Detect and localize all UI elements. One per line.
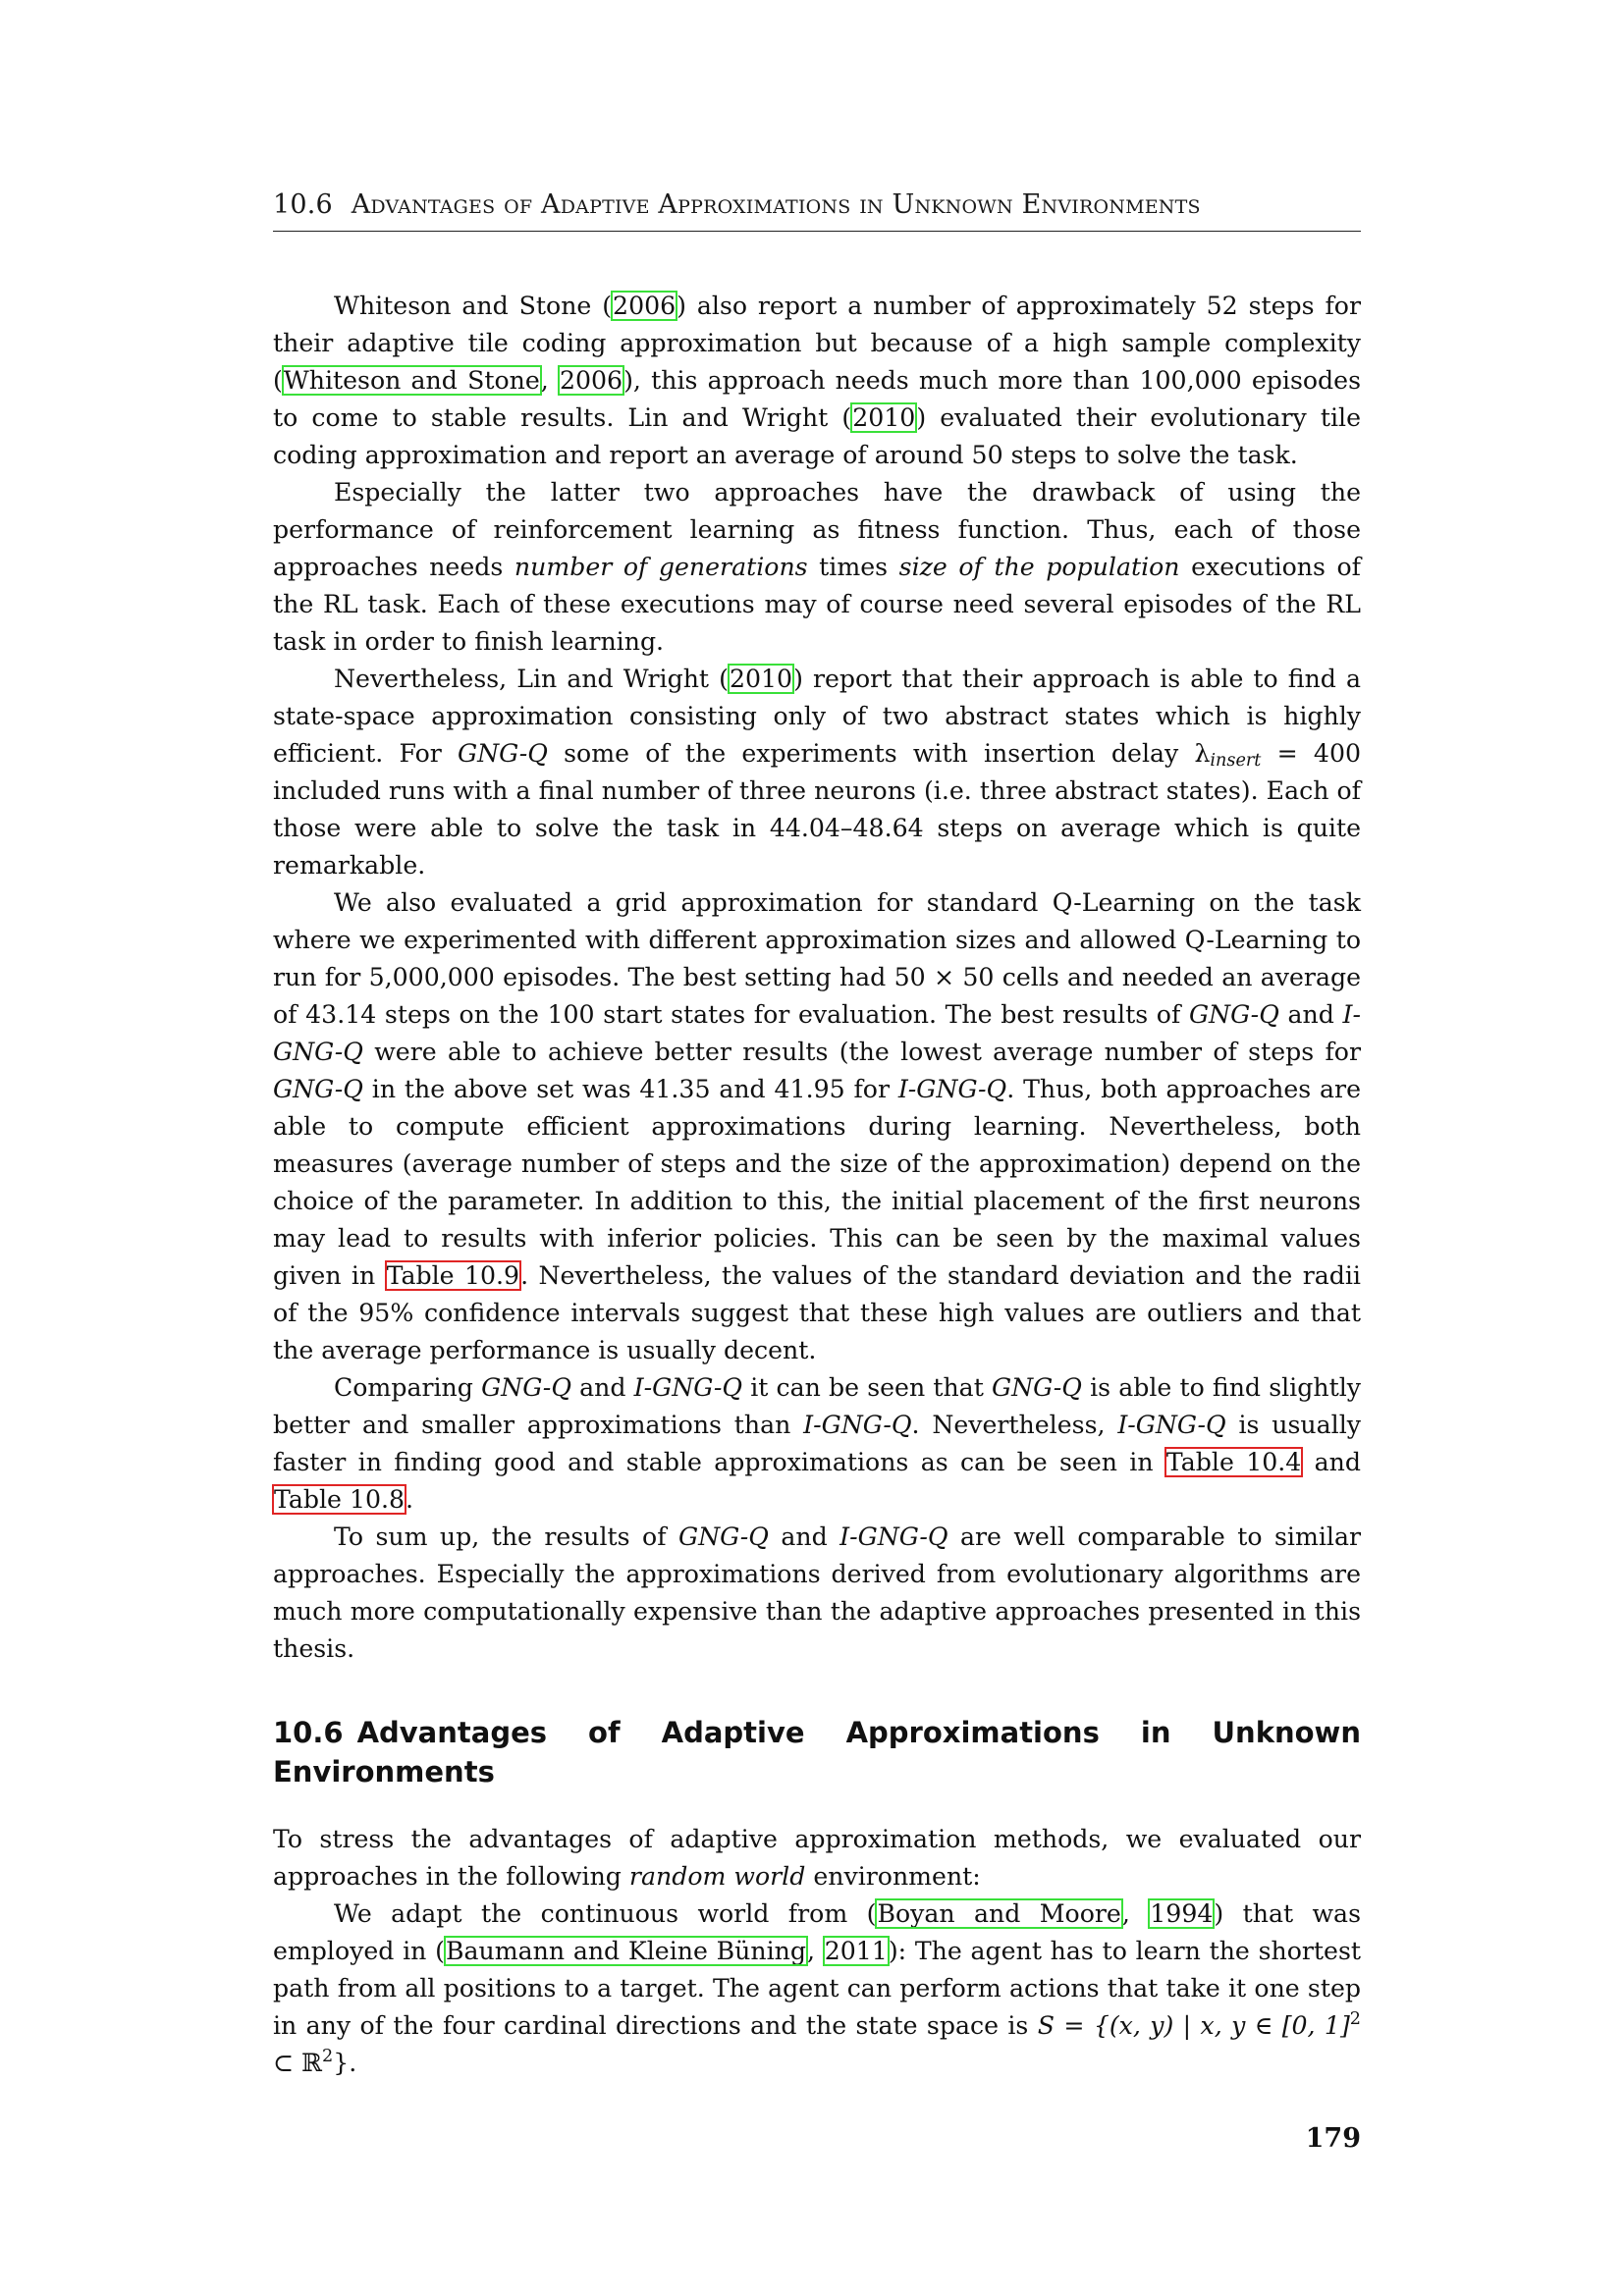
paragraph [273,1519,1361,1668]
body-text [273,288,1361,2082]
citation-link[interactable]: 2010 [729,665,793,693]
text-run: is usually faster in finding good and stable approximations as can be seen in [273,1411,1361,1476]
text-run: . [406,1485,414,1514]
text-run: , [806,1937,824,1965]
text-run: it can be seen that [742,1373,992,1402]
paragraph [273,1896,1361,2082]
emphasis: size of the population [898,553,1180,581]
citation-link[interactable]: 2011 [824,1937,888,1965]
paragraph [273,1821,1361,1896]
page-number: 179 [1305,2123,1361,2154]
emphasis: GNG-Q [677,1522,769,1551]
text-run: . Thus, both approaches are able to compute efficient approximations during learning. Nevertheless, both measures (average number of steps and the size of the approximation) depend on the choice of the parameter. In addition to this, the initial placement of the first neurons may lead to results with inferior policies. This can be seen by the maximal values given in [273,1075,1361,1290]
emphasis: GNG-Q [457,739,548,768]
text-run: Whiteson and Stone ( [334,292,613,320]
citation-link[interactable]: Baumann and Kleine Büning [445,1937,806,1965]
paragraph [273,288,1361,474]
emphasis: GNG-Q [273,1075,363,1103]
text-run: , [1121,1899,1150,1928]
citation-link[interactable]: 1994 [1150,1899,1214,1928]
math-expression: S = {(x, y) | x, y ∈ [0, 1] [1037,2011,1350,2040]
running-head-title: Advantages of Adaptive Approximations in Unknown Environments [351,189,1201,220]
paragraph [273,474,1361,661]
section-number: 10.6 [273,1716,344,1749]
running-head-number: 10.6 [273,189,333,220]
text-run: ) that was employed in ( [273,1899,1361,1965]
citation-link[interactable]: Boyan and Moore [877,1899,1121,1928]
text-run: some of the experiments with insertion delay λ [547,739,1211,768]
math-subscript: insert [1210,751,1262,771]
section-heading [273,1713,1361,1791]
paragraph [273,884,1361,1369]
text-run: ) report that their approach is able to find a state-space approximation consisting only of two abstract states which is highly efficient. For [273,665,1361,768]
text-run: in the above set was 41.35 and 41.95 for [362,1075,898,1103]
text-run: = 400 included runs with a final number of three neurons (i.e. three abstract states). Each of those were able to solve the task in 44.04–48.64 steps on average which is quite remarkable. [273,739,1361,880]
text-run: Especially the latter two approaches have the drawback of using the performance of reinforcement learning as fitness function. Thus, each of those approaches needs [273,478,1361,581]
text-run: ) also report a number of approximately 52 steps for their adaptive tile coding approximation but because of a high sample complexity ( [273,292,1361,395]
text-run: times [807,553,899,581]
emphasis: I-GNG-Q [839,1522,948,1551]
text-run: We adapt the continuous world from ( [334,1899,877,1928]
text-run: and [1302,1448,1361,1476]
emphasis: I-GNG-Q [897,1075,1007,1103]
citation-link[interactable]: 2006 [559,366,623,395]
emphasis: I-GNG-Q [633,1373,743,1402]
text-run: and [1278,1000,1343,1029]
citation-link[interactable]: 2006 [613,292,677,320]
math-superscript: 2 [1349,2009,1361,2029]
text-run: To sum up, the results of [334,1522,678,1551]
math-expression: ⊂ ℝ [273,2049,323,2077]
math-expression: }. [333,2049,357,2077]
paragraph [273,1369,1361,1519]
text-run: and [768,1522,840,1551]
text-run: ) evaluated their evolutionary tile coding approximation and report an average of around 50 steps to solve the task. [273,403,1361,469]
emphasis: GNG-Q [991,1373,1082,1402]
section-title: Advantages of Adaptive Approximations in Unknown Environments [273,1716,1361,1789]
text-run: We also evaluated a grid approximation for standard Q-Learning on the task where we experimented with different approximation sizes and allowed Q-Learning to run for 5,000,000 episodes. The best setting had 50 × 50 cells and needed an average of 43.14 steps on the 100 start states for evaluation. The best results of [273,888,1361,1029]
citation-link[interactable]: Whiteson and Stone [283,366,540,395]
text-run: Comparing [334,1373,482,1402]
text-run: is able to find slightly better and smaller approximations than [273,1373,1361,1439]
table-reference-link[interactable]: Table 10.8 [274,1485,406,1514]
emphasis: number of generations [514,553,808,581]
text-run: ): The agent has to learn the shortest path from all positions to a target. The agent can perform actions that take it one step in any of the four cardinal directions and the state space is [273,1937,1361,2040]
running-head [273,189,1361,232]
emphasis: I-GNG-Q [273,1000,1361,1066]
table-reference-link[interactable]: Table 10.9 [386,1261,520,1290]
emphasis: I-GNG-Q [1117,1411,1226,1439]
text-run: are well comparable to similar approaches. Especially the approximations derived from evolutionary algorithms are much more computationally expensive than the adaptive approaches presented in this thesis. [273,1522,1362,1663]
text-run: and [570,1373,634,1402]
text-run: ), this approach needs much more than 100,000 episodes to come to stable results. Lin and Wright ( [273,366,1361,432]
text-run: executions of the RL task. Each of these executions may of course need several episodes of the RL task in order to finish learning. [273,553,1361,656]
emphasis: GNG-Q [1188,1000,1279,1029]
text-run: Nevertheless, Lin and Wright ( [334,665,729,693]
math-superscript: 2 [322,2047,334,2066]
text-run: . Nevertheless, the values of the standard deviation and the radii of the 95% confidence intervals suggest that these high values are outliers and that the average performance is usually decent. [273,1261,1361,1364]
emphasis: GNG-Q [481,1373,571,1402]
emphasis: random world [628,1862,806,1891]
text-run: , [540,366,559,395]
text-run: . Nevertheless, [911,1411,1118,1439]
text-run: environment: [805,1862,981,1891]
table-reference-link[interactable]: Table 10.4 [1165,1448,1302,1476]
citation-link[interactable]: 2010 [852,403,916,432]
text-run: were able to achieve better results (the lowest average number of steps for [362,1038,1361,1066]
emphasis: I-GNG-Q [803,1411,912,1439]
paragraph [273,661,1361,884]
text-run: To stress the advantages of adaptive approximation methods, we evaluated our approaches in the following [273,1825,1361,1891]
